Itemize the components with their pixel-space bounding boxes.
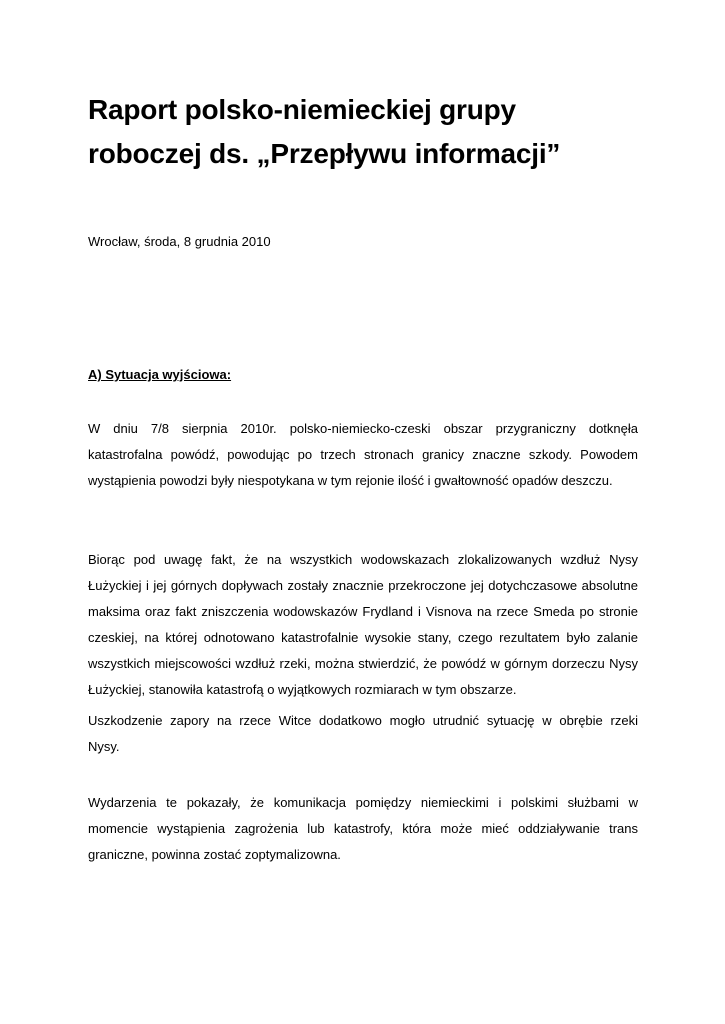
paragraph-2-line-3: maksima oraz fakt zniszczenia wodowskazów Frydland i Visnova na rzece Smeda po stronie	[88, 604, 638, 619]
paragraph-2-line-5: wszystkich miejscowości wzdłuż rzeki, można stwierdzić, że powódź w górnym dorzeczu Nysy	[88, 656, 638, 671]
paragraph-1-line-1: W dniu 7/8 sierpnia 2010r. polsko-niemiecko-czeski obszar przygraniczny dotknęła	[88, 421, 638, 436]
document-title	[88, 88, 648, 176]
paragraph-3	[88, 708, 638, 760]
section-heading: A) Sytuacja wyjściowa:	[88, 367, 232, 382]
paragraph-4-line-2: momencie wystąpienia zagrożenia lub katastrofy, która może mieć oddziaływanie trans	[88, 821, 638, 836]
paragraph-1-line-3: wystąpienia powodzi były niespotykana w tym rejonie ilość i gwałtowność opadów deszczu.	[88, 473, 613, 488]
paragraph-4-line-1: Wydarzenia te pokazały, że komunikacja pomiędzy niemieckimi i polskimi służbami w	[88, 795, 638, 810]
paragraph-3-line-2: Nysy.	[88, 739, 120, 754]
paragraph-2-line-4: czeskiej, na której odnotowano katastrofalnie wysokie stany, czego rezultatem było zalanie	[88, 630, 638, 645]
paragraph-4	[88, 790, 638, 868]
paragraph-3-line-1: Uszkodzenie zapory na rzece Witce dodatkowo mogło utrudnić sytuację w obrębie rzeki	[88, 713, 638, 728]
paragraph-2-line-2: Łużyckiej i jej górnych dopływach zostały znacznie przekroczone jej dotychczasowe absolutne	[88, 578, 638, 593]
dateline: Wrocław, środa, 8 grudnia 2010	[88, 234, 271, 249]
paragraph-2-line-1: Biorąc pod uwagę fakt, że na wszystkich wodowskazach zlokalizowanych wzdłuż Nysy	[88, 552, 638, 567]
paragraph-2	[88, 547, 638, 703]
title-line-1: Raport polsko-niemieckiej grupy	[88, 94, 516, 125]
paragraph-2-line-6: Łużyckiej, stanowiła katastrofą o wyjątkowych rozmiarach w tym obszarze.	[88, 682, 517, 697]
paragraph-4-line-3: graniczne, powinna zostać zoptymalizowna.	[88, 847, 341, 862]
title-line-2: roboczej ds. „Przepływu informacji”	[88, 138, 561, 169]
paragraph-1	[88, 416, 638, 494]
paragraph-1-line-2: katastrofalna powódź, powodując po trzech stronach granicy znaczne szkody. Powodem	[88, 447, 638, 462]
